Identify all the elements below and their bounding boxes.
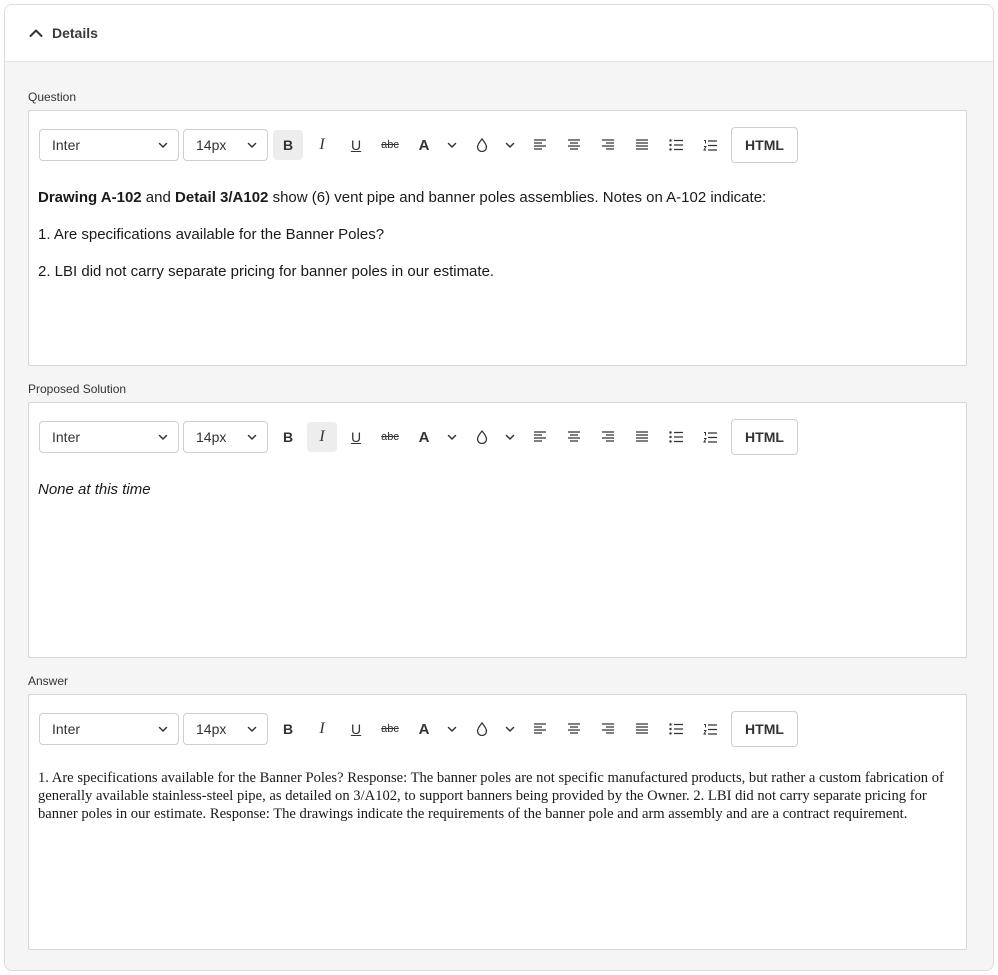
answer-toolbar [39, 711, 798, 747]
chevron-down-icon [158, 432, 168, 442]
text-color-dropdown[interactable] [441, 714, 463, 744]
strikethrough-button[interactable]: abc [381, 723, 399, 735]
chevron-down-icon [447, 432, 457, 442]
answer-editor[interactable] [28, 694, 967, 950]
align-right-icon [601, 139, 615, 151]
align-justify-button[interactable] [627, 714, 657, 744]
chevron-down-icon [505, 432, 515, 442]
bold-button[interactable]: B [282, 721, 294, 737]
proposed-solution-editor[interactable] [28, 402, 967, 658]
font-size-select[interactable] [183, 129, 268, 161]
align-right-button[interactable] [593, 422, 623, 452]
droplet-icon [476, 722, 488, 736]
highlight-dropdown[interactable] [499, 714, 521, 744]
align-center-button[interactable] [559, 714, 589, 744]
question-line-2: 1. Are specifications available for the Banner Poles? [38, 226, 385, 243]
chevron-down-icon [447, 140, 457, 150]
bullet-list-button[interactable] [661, 130, 691, 160]
font-size-value: 14px [196, 429, 227, 445]
font-size-value: 14px [196, 137, 227, 153]
align-left-icon [533, 139, 547, 151]
bullet-list-icon [669, 139, 684, 151]
bullet-list-icon [669, 723, 684, 735]
bold-button[interactable]: B [273, 130, 303, 160]
align-center-button[interactable] [559, 130, 589, 160]
question-line-3: 2. LBI did not carry separate pricing for banner poles in our estimate. [38, 263, 495, 280]
italic-button[interactable]: I [319, 720, 325, 737]
html-mode-button[interactable]: HTML [731, 127, 798, 163]
font-size-select[interactable] [183, 713, 268, 745]
text-color-dropdown[interactable] [441, 422, 463, 452]
numbered-list-icon [703, 723, 718, 736]
question-line-1: Drawing A-102 and Detail 3/A102 show (6) vent pipe and banner poles assemblies. Notes on A-102 indicate: [38, 189, 767, 206]
align-center-icon [567, 431, 581, 443]
proposed-solution-text: None at this time [38, 481, 151, 498]
droplet-icon [476, 430, 488, 444]
align-left-button[interactable] [525, 130, 555, 160]
proposed-solution-section [28, 380, 967, 658]
italic-button[interactable]: I [307, 422, 337, 452]
text-color-button[interactable]: A [418, 136, 430, 154]
align-center-icon [567, 139, 581, 151]
text-color-button[interactable]: A [418, 720, 430, 738]
underline-button[interactable]: U [350, 137, 362, 153]
align-justify-button[interactable] [627, 422, 657, 452]
answer-text: 1. Are specifications available for the Banner Poles? Response: The banner poles are not specific manufactured products, but rather a custom fabrication of generally available stainless-steel pipe, as detailed on 3/A102, to support banners being provided by the Owner. 2. LBI did not carry separate pricing for banner poles in our estimate. Response: The drawings indicate the requirements of the banner pole and arm assembly and are a contract requirement. [38, 770, 944, 822]
numbered-list-icon [703, 431, 718, 444]
font-family-select[interactable] [39, 421, 179, 453]
chevron-down-icon [247, 724, 257, 734]
chevron-down-icon [158, 140, 168, 150]
align-right-button[interactable] [593, 130, 623, 160]
html-mode-button[interactable]: HTML [731, 419, 798, 455]
font-family-select[interactable] [39, 129, 179, 161]
font-family-select[interactable] [39, 713, 179, 745]
highlight-button[interactable] [467, 422, 497, 452]
answer-section [28, 672, 967, 950]
chevron-up-icon[interactable] [28, 25, 44, 41]
chevron-down-icon [247, 140, 257, 150]
align-left-button[interactable] [525, 714, 555, 744]
bullet-list-button[interactable] [661, 422, 691, 452]
highlight-button[interactable] [467, 130, 497, 160]
font-family-value: Inter [52, 429, 81, 445]
align-justify-icon [635, 723, 649, 735]
chevron-down-icon [447, 724, 457, 734]
chevron-down-icon [247, 432, 257, 442]
align-left-icon [533, 723, 547, 735]
underline-button[interactable]: U [350, 429, 362, 445]
chevron-down-icon [505, 724, 515, 734]
italic-button[interactable]: I [319, 136, 325, 153]
question-content[interactable] [38, 187, 957, 298]
align-justify-button[interactable] [627, 130, 657, 160]
align-right-icon [601, 431, 615, 443]
numbered-list-button[interactable] [695, 422, 725, 452]
underline-button[interactable]: U [350, 721, 362, 737]
bullet-list-button[interactable] [661, 714, 691, 744]
strikethrough-button[interactable]: abc [381, 139, 399, 151]
question-label: Question [28, 90, 77, 104]
droplet-icon [476, 138, 488, 152]
align-left-icon [533, 431, 547, 443]
proposed-solution-content[interactable] [38, 479, 957, 516]
answer-content[interactable] [38, 769, 957, 838]
align-justify-icon [635, 431, 649, 443]
question-section [28, 88, 967, 366]
align-center-icon [567, 723, 581, 735]
numbered-list-icon [703, 139, 718, 152]
bold-button[interactable]: B [282, 429, 294, 445]
highlight-button[interactable] [467, 714, 497, 744]
align-left-button[interactable] [525, 422, 555, 452]
highlight-dropdown[interactable] [499, 422, 521, 452]
proposed-toolbar [39, 419, 798, 455]
font-size-select[interactable] [183, 421, 268, 453]
chevron-down-icon [158, 724, 168, 734]
html-mode-button[interactable]: HTML [731, 711, 798, 747]
question-toolbar [39, 127, 798, 163]
chevron-down-icon [505, 140, 515, 150]
font-size-value: 14px [196, 721, 227, 737]
answer-label: Answer [28, 674, 69, 688]
numbered-list-button[interactable] [695, 714, 725, 744]
text-color-button[interactable]: A [418, 428, 430, 446]
question-editor[interactable] [28, 110, 967, 366]
numbered-list-button[interactable] [695, 130, 725, 160]
details-header[interactable] [5, 5, 993, 62]
details-panel [4, 4, 994, 971]
align-right-button[interactable] [593, 714, 623, 744]
bullet-list-icon [669, 431, 684, 443]
font-family-value: Inter [52, 137, 81, 153]
strikethrough-button[interactable]: abc [381, 431, 399, 443]
highlight-dropdown[interactable] [499, 130, 521, 160]
font-family-value: Inter [52, 721, 81, 737]
panel-title: Details [52, 25, 98, 41]
text-color-dropdown[interactable] [441, 130, 463, 160]
align-right-icon [601, 723, 615, 735]
align-center-button[interactable] [559, 422, 589, 452]
proposed-solution-label: Proposed Solution [28, 382, 127, 396]
align-justify-icon [635, 139, 649, 151]
